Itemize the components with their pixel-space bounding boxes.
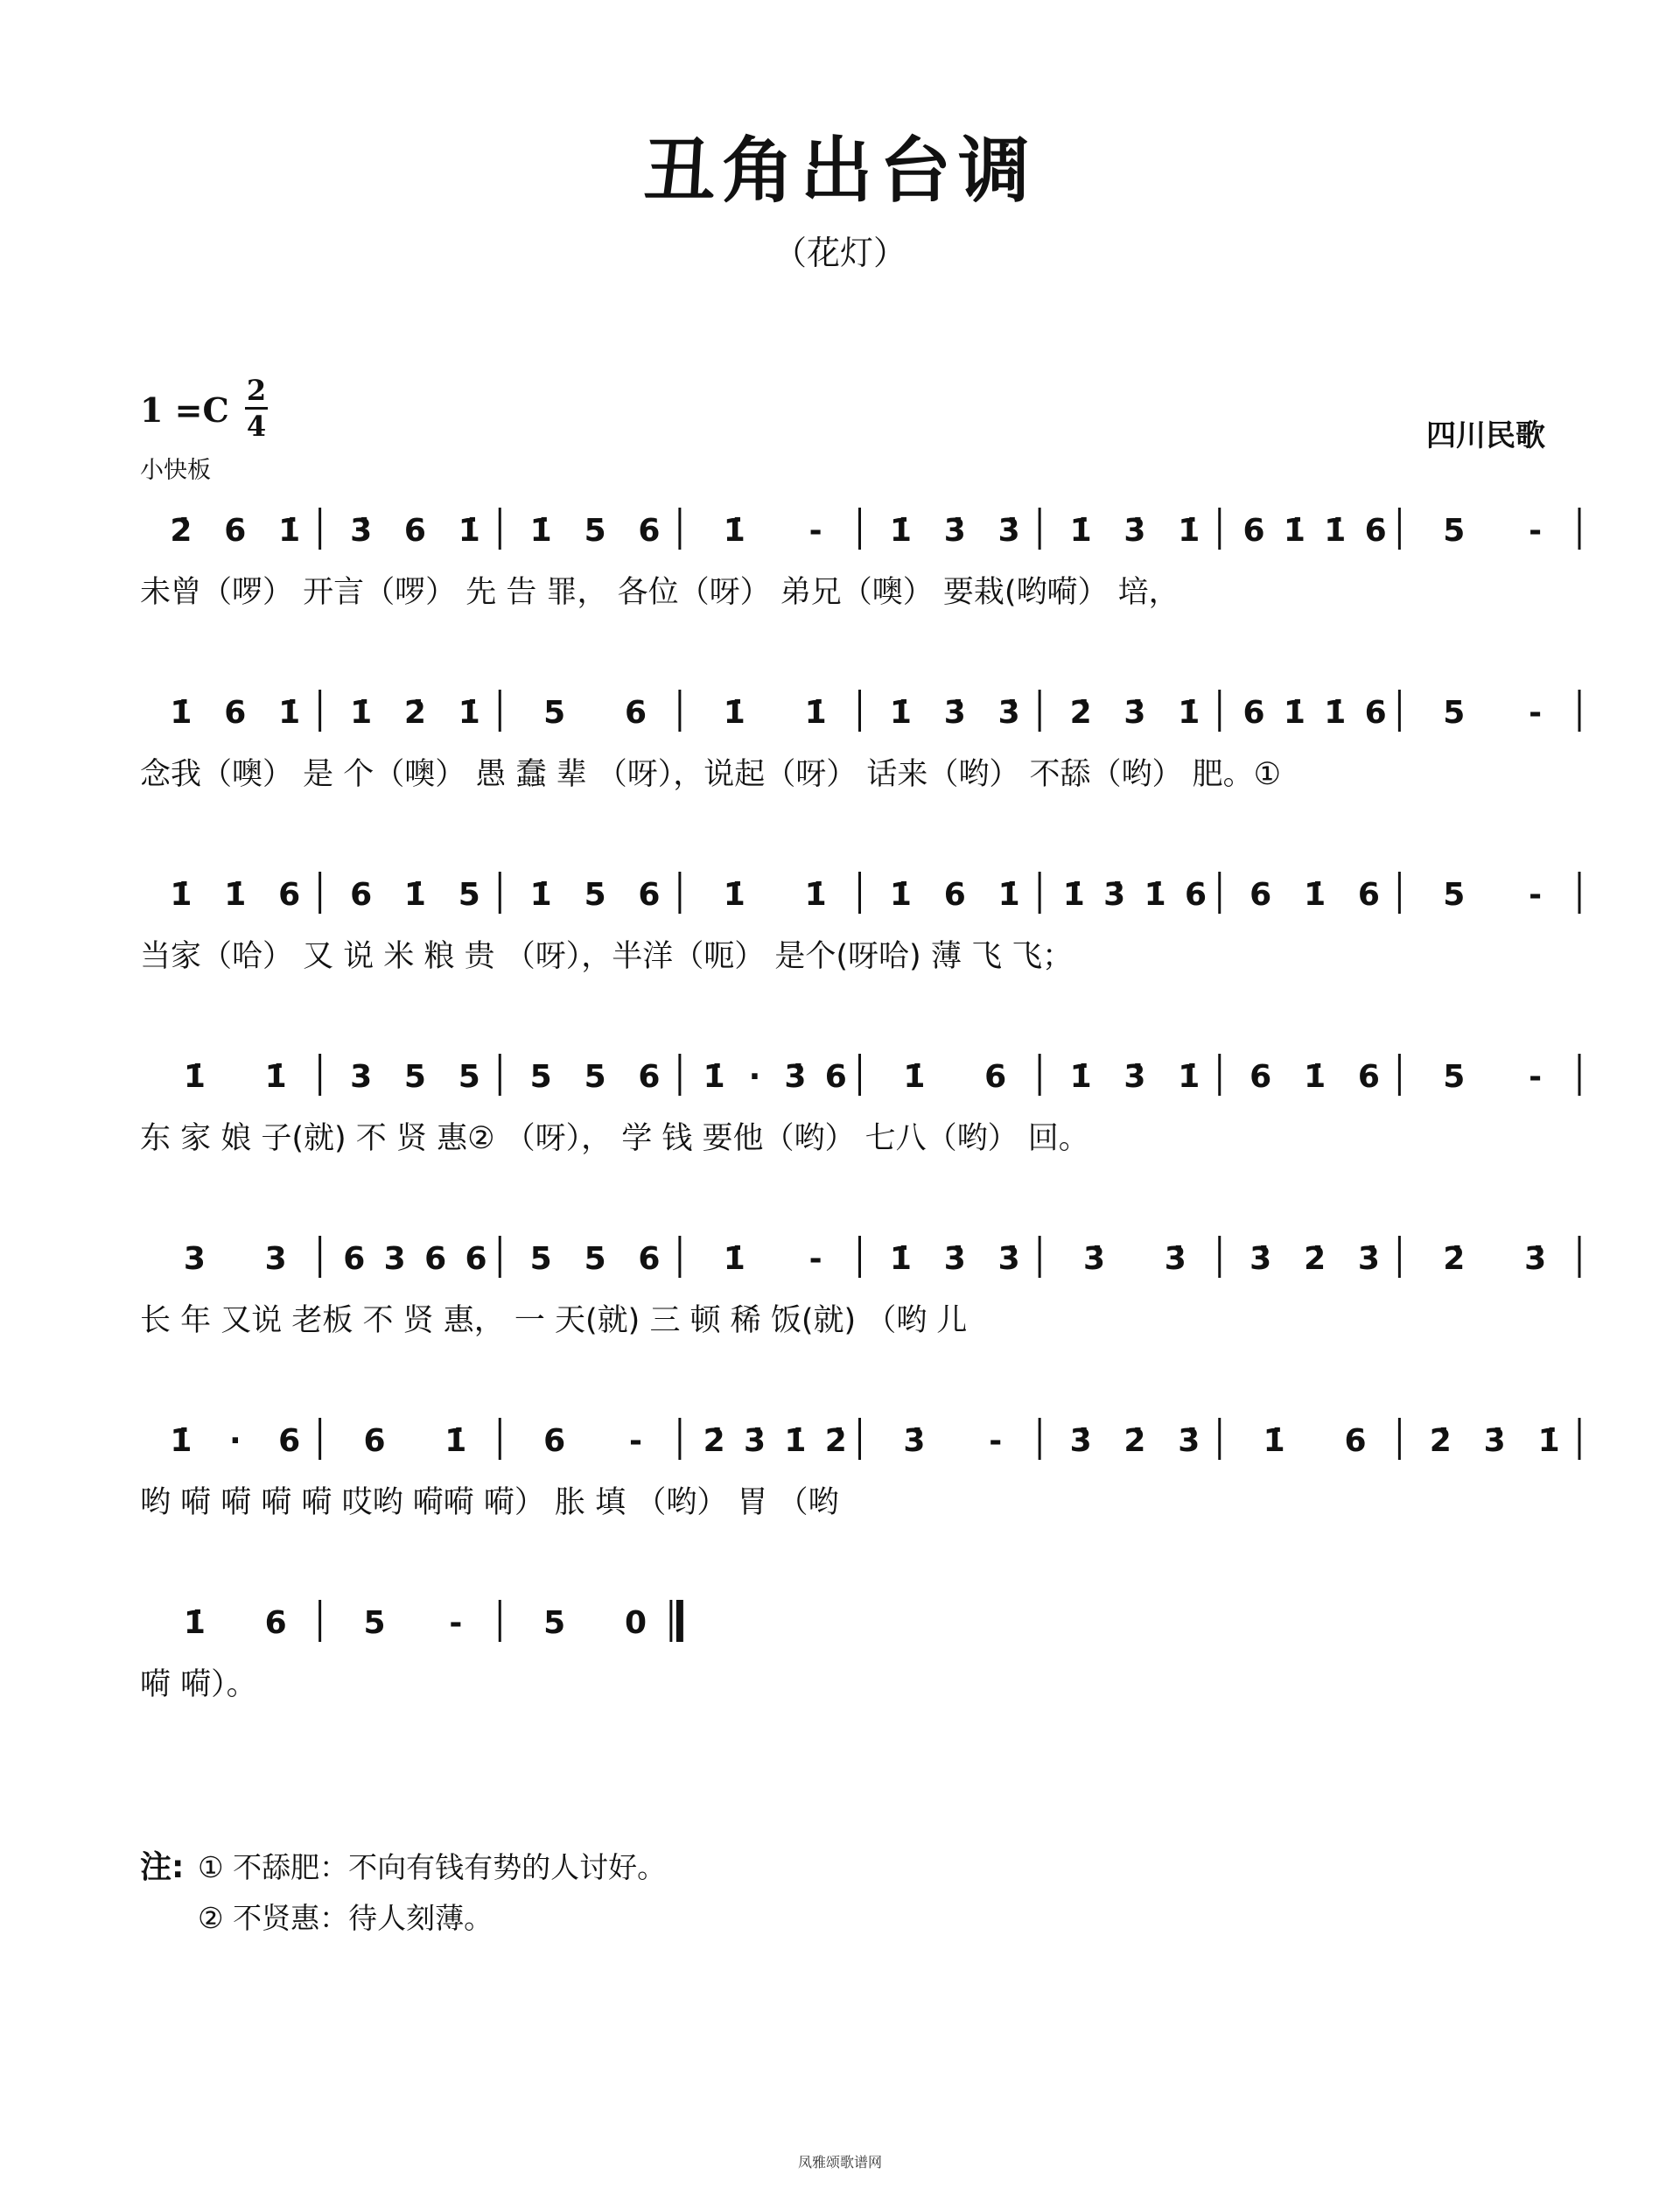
note: 1̇	[278, 513, 301, 549]
note: -	[989, 1423, 1003, 1459]
note: -	[808, 1241, 822, 1277]
score-row	[140, 872, 1579, 974]
note: 6	[1242, 695, 1265, 731]
note: 6	[638, 877, 661, 913]
note: 1̇	[444, 1423, 467, 1459]
note: 1̇	[529, 877, 552, 913]
note: 6	[343, 1241, 366, 1277]
note: 1̇	[458, 513, 480, 549]
note: 1̇	[889, 877, 912, 913]
note: 6	[638, 513, 661, 549]
note: 5	[1443, 513, 1466, 549]
note: 1̇	[998, 877, 1020, 913]
note: 3̇	[1524, 1241, 1547, 1277]
note: 5	[1443, 877, 1466, 913]
note: 6	[1242, 513, 1265, 549]
song-origin: 四川民歌	[1426, 418, 1545, 453]
note: 6	[278, 877, 301, 913]
note: 6	[278, 1423, 301, 1459]
lyric-line: 哟 嗬 嗬 嗬 嗬 哎哟 嗬嗬 嗬） 胀 填 （哟） 胃 （哟	[140, 1485, 839, 1520]
score-row	[140, 690, 1579, 792]
note: 6	[1344, 1423, 1367, 1459]
note: 1̇	[784, 1423, 807, 1459]
song-subtitle: （花灯）	[773, 234, 906, 272]
lyric-line: 未曾（啰） 开言（啰） 先 告 罪， 各位（呀） 弟兄（噢） 要栽(哟嗬） 培，	[140, 575, 1180, 610]
note: 6	[1364, 513, 1387, 549]
note: 3̇	[903, 1423, 926, 1459]
note: 6	[403, 513, 426, 549]
note: 6	[224, 513, 247, 549]
lyric-line: 念我（噢） 是 个（噢） 愚 蠢 辈 （呀），说起（呀） 话来（哟） 不舔（哟） 肥。①	[140, 757, 1282, 792]
note: 3̇	[1069, 1423, 1092, 1459]
note: 1̇	[723, 1241, 746, 1277]
lyric-line: 东 家 娘 子(就) 不 贤 惠② （呀）， 学 钱 要他（哟） 七八（哟） 回。	[140, 1121, 1089, 1156]
footnote-2	[140, 1893, 666, 1944]
note: 6	[638, 1059, 661, 1095]
note: 6	[264, 1605, 287, 1641]
key-signature: 1 =C	[140, 390, 229, 430]
footnotes	[140, 1842, 666, 1944]
note: 1̇	[1069, 1059, 1092, 1095]
lyric-line: 当家（哈） 又 说 米 粮 贵 （呀），半洋（呃） 是个(呀哈) 薄 飞 飞；	[140, 939, 1074, 974]
note: 5	[584, 877, 606, 913]
note: -	[1529, 1059, 1543, 1095]
note: 1̇	[723, 695, 746, 731]
note: 1̇	[1069, 513, 1092, 549]
note: 3̇	[1082, 1241, 1106, 1277]
note: 5	[584, 1059, 606, 1095]
note: 5	[458, 1059, 480, 1095]
note: 3̇	[1250, 1241, 1272, 1277]
note: 1̇	[804, 877, 827, 913]
note: 5	[458, 877, 480, 913]
note: 6	[350, 877, 373, 913]
score-row	[140, 1054, 1579, 1156]
note: 3̇	[784, 1059, 807, 1095]
note: 2̇	[703, 1423, 725, 1459]
note: -	[1529, 877, 1543, 913]
note: 5	[543, 695, 566, 731]
note: 1̇	[278, 695, 301, 731]
score-row	[140, 1236, 1579, 1338]
note: 6	[1357, 1059, 1380, 1095]
note: 6	[465, 1241, 487, 1277]
note: 3̇	[1178, 1423, 1200, 1459]
note: 1̇	[1283, 695, 1306, 731]
note: 6	[224, 695, 247, 731]
note: 2̇	[1429, 1423, 1452, 1459]
note: 1̇	[1324, 513, 1347, 549]
note: -	[1529, 695, 1543, 731]
note: 6	[1250, 877, 1272, 913]
lyric-line: 嗬 嗬）。	[140, 1667, 257, 1702]
note: 3	[264, 1241, 287, 1277]
note: 1̇	[170, 877, 192, 913]
note: 3̇	[1164, 1241, 1186, 1277]
song-title: 丑角出台调	[642, 130, 1037, 213]
tempo-marking: 小快板	[140, 457, 211, 484]
note: 1̇	[889, 1241, 912, 1277]
note: 6	[1184, 877, 1208, 913]
note: 1̇	[804, 695, 827, 731]
note: ·	[748, 1059, 761, 1095]
note: 2̇	[170, 513, 192, 549]
site-footer: 凤雅颂歌谱网	[797, 2154, 882, 2170]
note: 3̇	[1483, 1423, 1506, 1459]
meter-top: 2	[246, 374, 267, 407]
note: 3̇	[998, 1241, 1020, 1277]
note: ·	[228, 1423, 242, 1459]
note: -	[1529, 513, 1543, 549]
note: 3̇	[943, 695, 966, 731]
note: 1̇	[183, 1059, 206, 1095]
note: 3̇	[943, 513, 966, 549]
note: 6	[363, 1423, 386, 1459]
note: 1̇	[403, 877, 426, 913]
note: 1̇	[350, 695, 373, 731]
note: 5	[584, 1241, 606, 1277]
note: 2̇	[403, 695, 426, 731]
note: 1̇	[889, 513, 912, 549]
note: 1̇	[1283, 513, 1306, 549]
note: 1̇	[1144, 877, 1166, 913]
note: 5	[529, 1241, 552, 1277]
note: 3̇	[1124, 1059, 1146, 1095]
note: 3	[183, 1241, 206, 1277]
note: 3̇	[1103, 877, 1126, 913]
note: 3̇	[1124, 513, 1146, 549]
lyric-line: 长 年 又说 老板 不 贤 惠， 一 天(就) 三 顿 稀 饭(就) （哟 儿	[140, 1303, 968, 1338]
note: 6	[543, 1423, 566, 1459]
note: 3̇	[998, 513, 1020, 549]
note: 2̇	[1304, 1241, 1326, 1277]
note: 1̇	[903, 1059, 926, 1095]
note: 1̇	[264, 1059, 287, 1095]
note: 1̇	[1263, 1423, 1285, 1459]
note: 1̇	[1304, 877, 1326, 913]
note: 2̇	[1069, 695, 1092, 731]
note: 1̇	[1178, 695, 1200, 731]
note: 6	[1357, 877, 1380, 913]
note: 1̇	[224, 877, 247, 913]
note: 2̇	[1124, 1423, 1146, 1459]
note: 6	[1250, 1059, 1272, 1095]
note: 3̇	[743, 1423, 766, 1459]
note: 1̇	[170, 1423, 192, 1459]
note: 5	[363, 1605, 386, 1641]
note: 2̇	[824, 1423, 847, 1459]
note: 6	[943, 877, 966, 913]
note: 1̇	[889, 695, 912, 731]
footnote-1	[140, 1842, 666, 1893]
note: 3	[350, 1059, 373, 1095]
note: 6	[824, 1059, 847, 1095]
note: 1̇	[1537, 1423, 1560, 1459]
note: -	[449, 1605, 463, 1641]
note: 5	[403, 1059, 426, 1095]
note: 1̇	[703, 1059, 725, 1095]
footnote-1-text: ① 不舔肥：不向有钱有势的人讨好。	[198, 1850, 667, 1884]
note: 6	[1364, 695, 1387, 731]
note: 1̇	[529, 513, 552, 549]
note: 3̇	[943, 1241, 966, 1277]
note: 3	[383, 1241, 406, 1277]
footnote-2-text: ② 不贤惠：待人刻薄。	[198, 1901, 494, 1935]
note: 3̇	[998, 695, 1020, 731]
note: 1̇	[183, 1605, 206, 1641]
note: 5	[529, 1059, 552, 1095]
note: 3̇	[1124, 695, 1146, 731]
score-row	[140, 508, 1579, 610]
note: 3̇	[1357, 1241, 1380, 1277]
footnote-heading: 注:	[140, 1849, 185, 1885]
note: 1̇	[1062, 877, 1085, 913]
note: 1̇	[458, 695, 480, 731]
note: 5	[1443, 695, 1466, 731]
note: -	[629, 1423, 642, 1459]
note: 5	[543, 1605, 566, 1641]
note: 6	[638, 1241, 661, 1277]
meter-bottom: 4	[246, 410, 267, 443]
score-row	[140, 1418, 1579, 1520]
note: 2̇	[1443, 1241, 1466, 1277]
note: 1̇	[723, 513, 746, 549]
note: 5	[584, 513, 606, 549]
note: 6	[984, 1059, 1007, 1095]
note: 5	[1443, 1059, 1466, 1095]
score-row	[140, 1600, 680, 1702]
note: 6	[424, 1241, 447, 1277]
note: -	[808, 513, 822, 549]
note: 1̇	[723, 877, 746, 913]
note: 1̇	[1324, 695, 1347, 731]
note: 1̇	[1178, 513, 1200, 549]
note: 1̇	[170, 695, 192, 731]
note: 0	[624, 1605, 648, 1641]
note: 3̇	[350, 513, 373, 549]
note: 1̇	[1304, 1059, 1326, 1095]
note: 6	[624, 695, 648, 731]
note: 1̇	[1178, 1059, 1200, 1095]
